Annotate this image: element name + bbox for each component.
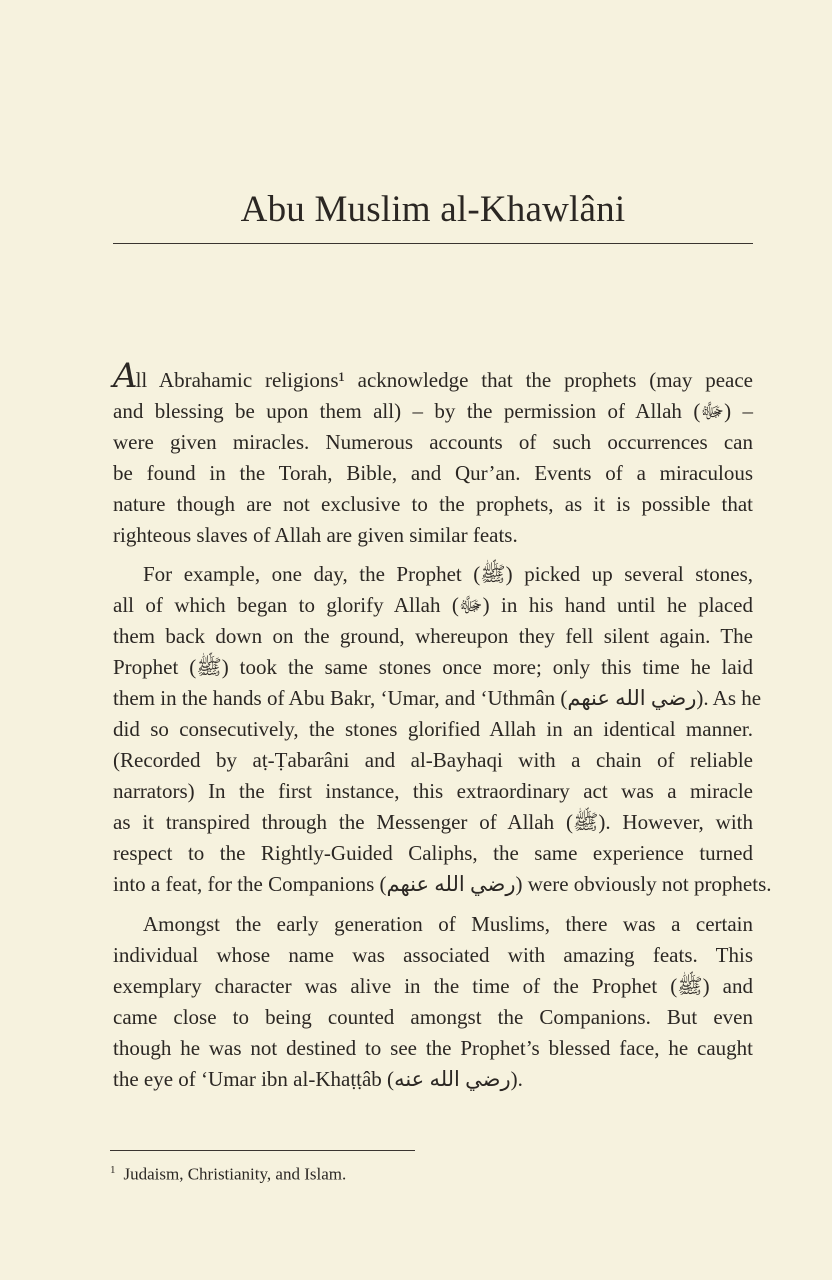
- footnote-text: Judaism, Christianity, and Islam.: [123, 1164, 347, 1184]
- chapter-title: Abu Muslim al-Khawlâni: [240, 189, 626, 230]
- text-line: [113, 621, 753, 652]
- line-text: came close to being counted amongst the Companions. But even: [113, 1005, 753, 1029]
- text-line: [113, 559, 753, 590]
- line-text: them back down on the ground, whereupon they fell silent again. The: [113, 624, 753, 648]
- footnote-rule: [110, 1150, 415, 1151]
- line-text: respect to the Rightly-Guided Caliphs, the same experience turned: [113, 841, 753, 865]
- text-line: [113, 807, 753, 838]
- paragraph-3: [113, 909, 753, 1095]
- text-line: [113, 427, 753, 458]
- text-line: [113, 869, 772, 900]
- text-line: [113, 1064, 753, 1095]
- line-text: Prophet (ﷺ) took the same stones once more; only this time he laid: [113, 655, 753, 679]
- paragraph-2: [113, 559, 772, 900]
- line-text: be found in the Torah, Bible, and Qur’an. Events of a miraculous: [113, 461, 753, 485]
- text-line: [113, 971, 753, 1002]
- line-text: Amongst the early generation of Muslims, there was a certain: [143, 912, 753, 936]
- line-text: (Recorded by aṭ-Ṭabarâni and al-Bayhaqi with a chain of reliable: [113, 748, 753, 772]
- text-line: [113, 458, 753, 489]
- text-line: [113, 714, 753, 745]
- text-line: [113, 396, 753, 427]
- line-text: individual whose name was associated with amazing feats. This: [113, 943, 753, 967]
- line-text: them in the hands of Abu Bakr, ‘Umar, and ‘Uthmân (رضي الله عنهم). As he: [113, 686, 762, 710]
- line-text: as it transpired through the Messenger of Allah (ﷺ). However, with: [113, 810, 753, 834]
- text-line: [113, 652, 753, 683]
- drop-cap: A: [113, 356, 138, 396]
- line-text: into a feat, for the Companions (رضي الله عنهم) were obviously not prophets.: [113, 872, 772, 896]
- line-text: were given miracles. Numerous accounts of such occurrences can: [113, 430, 753, 454]
- text-line: [113, 1033, 753, 1064]
- footnote-marker: 1: [110, 1164, 116, 1176]
- text-line: [113, 520, 753, 551]
- line-text: exemplary character was alive in the time of the Prophet (ﷺ) and: [113, 974, 753, 998]
- paragraph-1: [113, 356, 753, 551]
- line-text: the eye of ‘Umar ibn al-Khaṭṭâb (رضي الله عنه).: [113, 1067, 523, 1091]
- line-text: though he was not destined to see the Prophet’s blessed face, he caught: [113, 1036, 753, 1060]
- text-line: [113, 590, 753, 621]
- text-line: [113, 356, 753, 396]
- text-line: [113, 683, 762, 714]
- text-line: [113, 838, 753, 869]
- line-text: nature though are not exclusive to the prophets, as it is possible that: [113, 492, 753, 516]
- line-text: narrators) In the first instance, this extraordinary act was a miracle: [113, 779, 753, 803]
- line-text: did so consecutively, the stones glorified Allah in an identical manner.: [113, 717, 753, 741]
- line-text: righteous slaves of Allah are given similar feats.: [113, 523, 518, 547]
- line-text: all of which began to glorify Allah (ﷻ) in his hand until he placed: [113, 593, 753, 617]
- text-line: [113, 909, 753, 940]
- text-line: [113, 745, 753, 776]
- line-text: and blessing be upon them all) – by the permission of Allah (ﷻ) –: [113, 399, 753, 423]
- text-line: [113, 489, 753, 520]
- line-text: ll Abrahamic religions¹ acknowledge that the prophets (may peace: [135, 368, 753, 392]
- text-line: [113, 1002, 753, 1033]
- text-line: [113, 776, 753, 807]
- title-rule: [113, 243, 753, 244]
- footnote: [110, 1164, 346, 1185]
- line-text: For example, one day, the Prophet (ﷺ) picked up several stones,: [143, 562, 754, 586]
- text-line: [113, 940, 753, 971]
